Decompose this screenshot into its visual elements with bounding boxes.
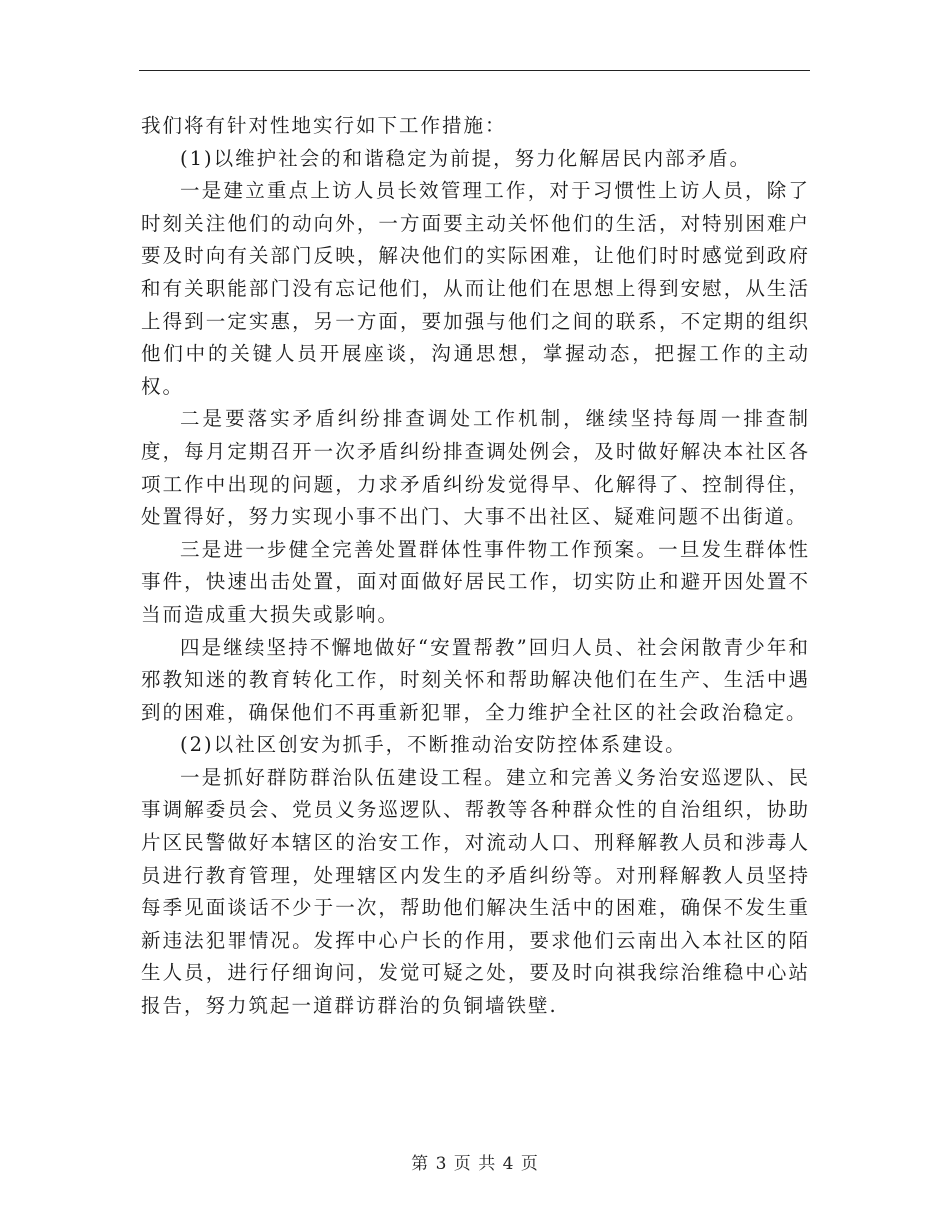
paragraph-section-2-heading: (2)以社区创安为抓手，不断推动治安防控体系建设。 [180,733,687,757]
paragraph-measure-2: 二是要落实矛盾纠纷排查调处工作机制，继续坚持每周一排查制度，每月定期召开一次矛盾纠纷排查调处例会，及时做好解决本社区各项工作中出现的问题，力求矛盾纠纷发觉得早、化解得了、控制得住，处置得好，努力实现小事不出门、大事不出社区、疑难问题不出街道。 [141,407,810,529]
paragraph-measure-3: 三是进一步健全完善处置群体性事件物工作预案。一旦发生群体性事件，快速出击处置，面对面做好居民工作，切实防止和避开因处置不当而造成重大损失或影响。 [141,537,810,626]
page-footer: 第 3 页 共 4 页 [411,1154,539,1174]
header-rule [139,70,810,71]
paragraph-measure-5: 一是抓好群防群治队伍建设工程。建立和完善义务治安巡逻队、民事调解委员会、党员义务巡逻队、帮教等各种群众性的自治组织，协助片区民警做好本辖区的治安工作，对流动人口、刑释解教人员和涉毒人员进行教育管理，处理辖区内发生的矛盾纠纷等。对刑释解教人员坚持每季见面谈话不少于一次，帮助他们解决生活中的困难，确保不发生重新违法犯罪情况。发挥中心户长的作用，要求他们云南出入本社区的陌生人员，进行仔细询问，发觉可疑之处，要及时向祺我综治维稳中心站报告，努力筑起一道群访群治的负铜墙铁壁. [141,765,810,1018]
document-body [141,110,810,1023]
paragraph-measure-4: 四是继续坚持不懈地做好“安置帮教”回归人员、社会闲散青少年和邪教知迷的教育转化工作，时刻关怀和帮助解决他们在生产、生活中遇到的困难，确保他们不再重新犯罪，全力维护全社区的社会政治稳定。 [141,635,810,724]
paragraph-intro: 我们将有针对性地实行如下工作措施： [141,114,507,137]
paragraph-section-1-heading: (1)以维护社会的和谐稳定为前提，努力化解居民内部矛盾。 [180,146,752,170]
paragraph-measure-1: 一是建立重点上访人员长效管理工作，对于习惯性上访人员，除了时刻关注他们的动向外，一方面要主动关怀他们的生活，对特别困难户要及时向有关部门反映，解决他们的实际困难，让他们时时感觉到政府和有关职能部门没有忘记他们，从而让他们在思想上得到安慰，从生活上得到一定实惠，另一方面，要加强与他们之间的联系，不定期的组织他们中的关键人员开展座谈，沟通思想，掌握动态，把握工作的主动权。 [141,179,810,398]
